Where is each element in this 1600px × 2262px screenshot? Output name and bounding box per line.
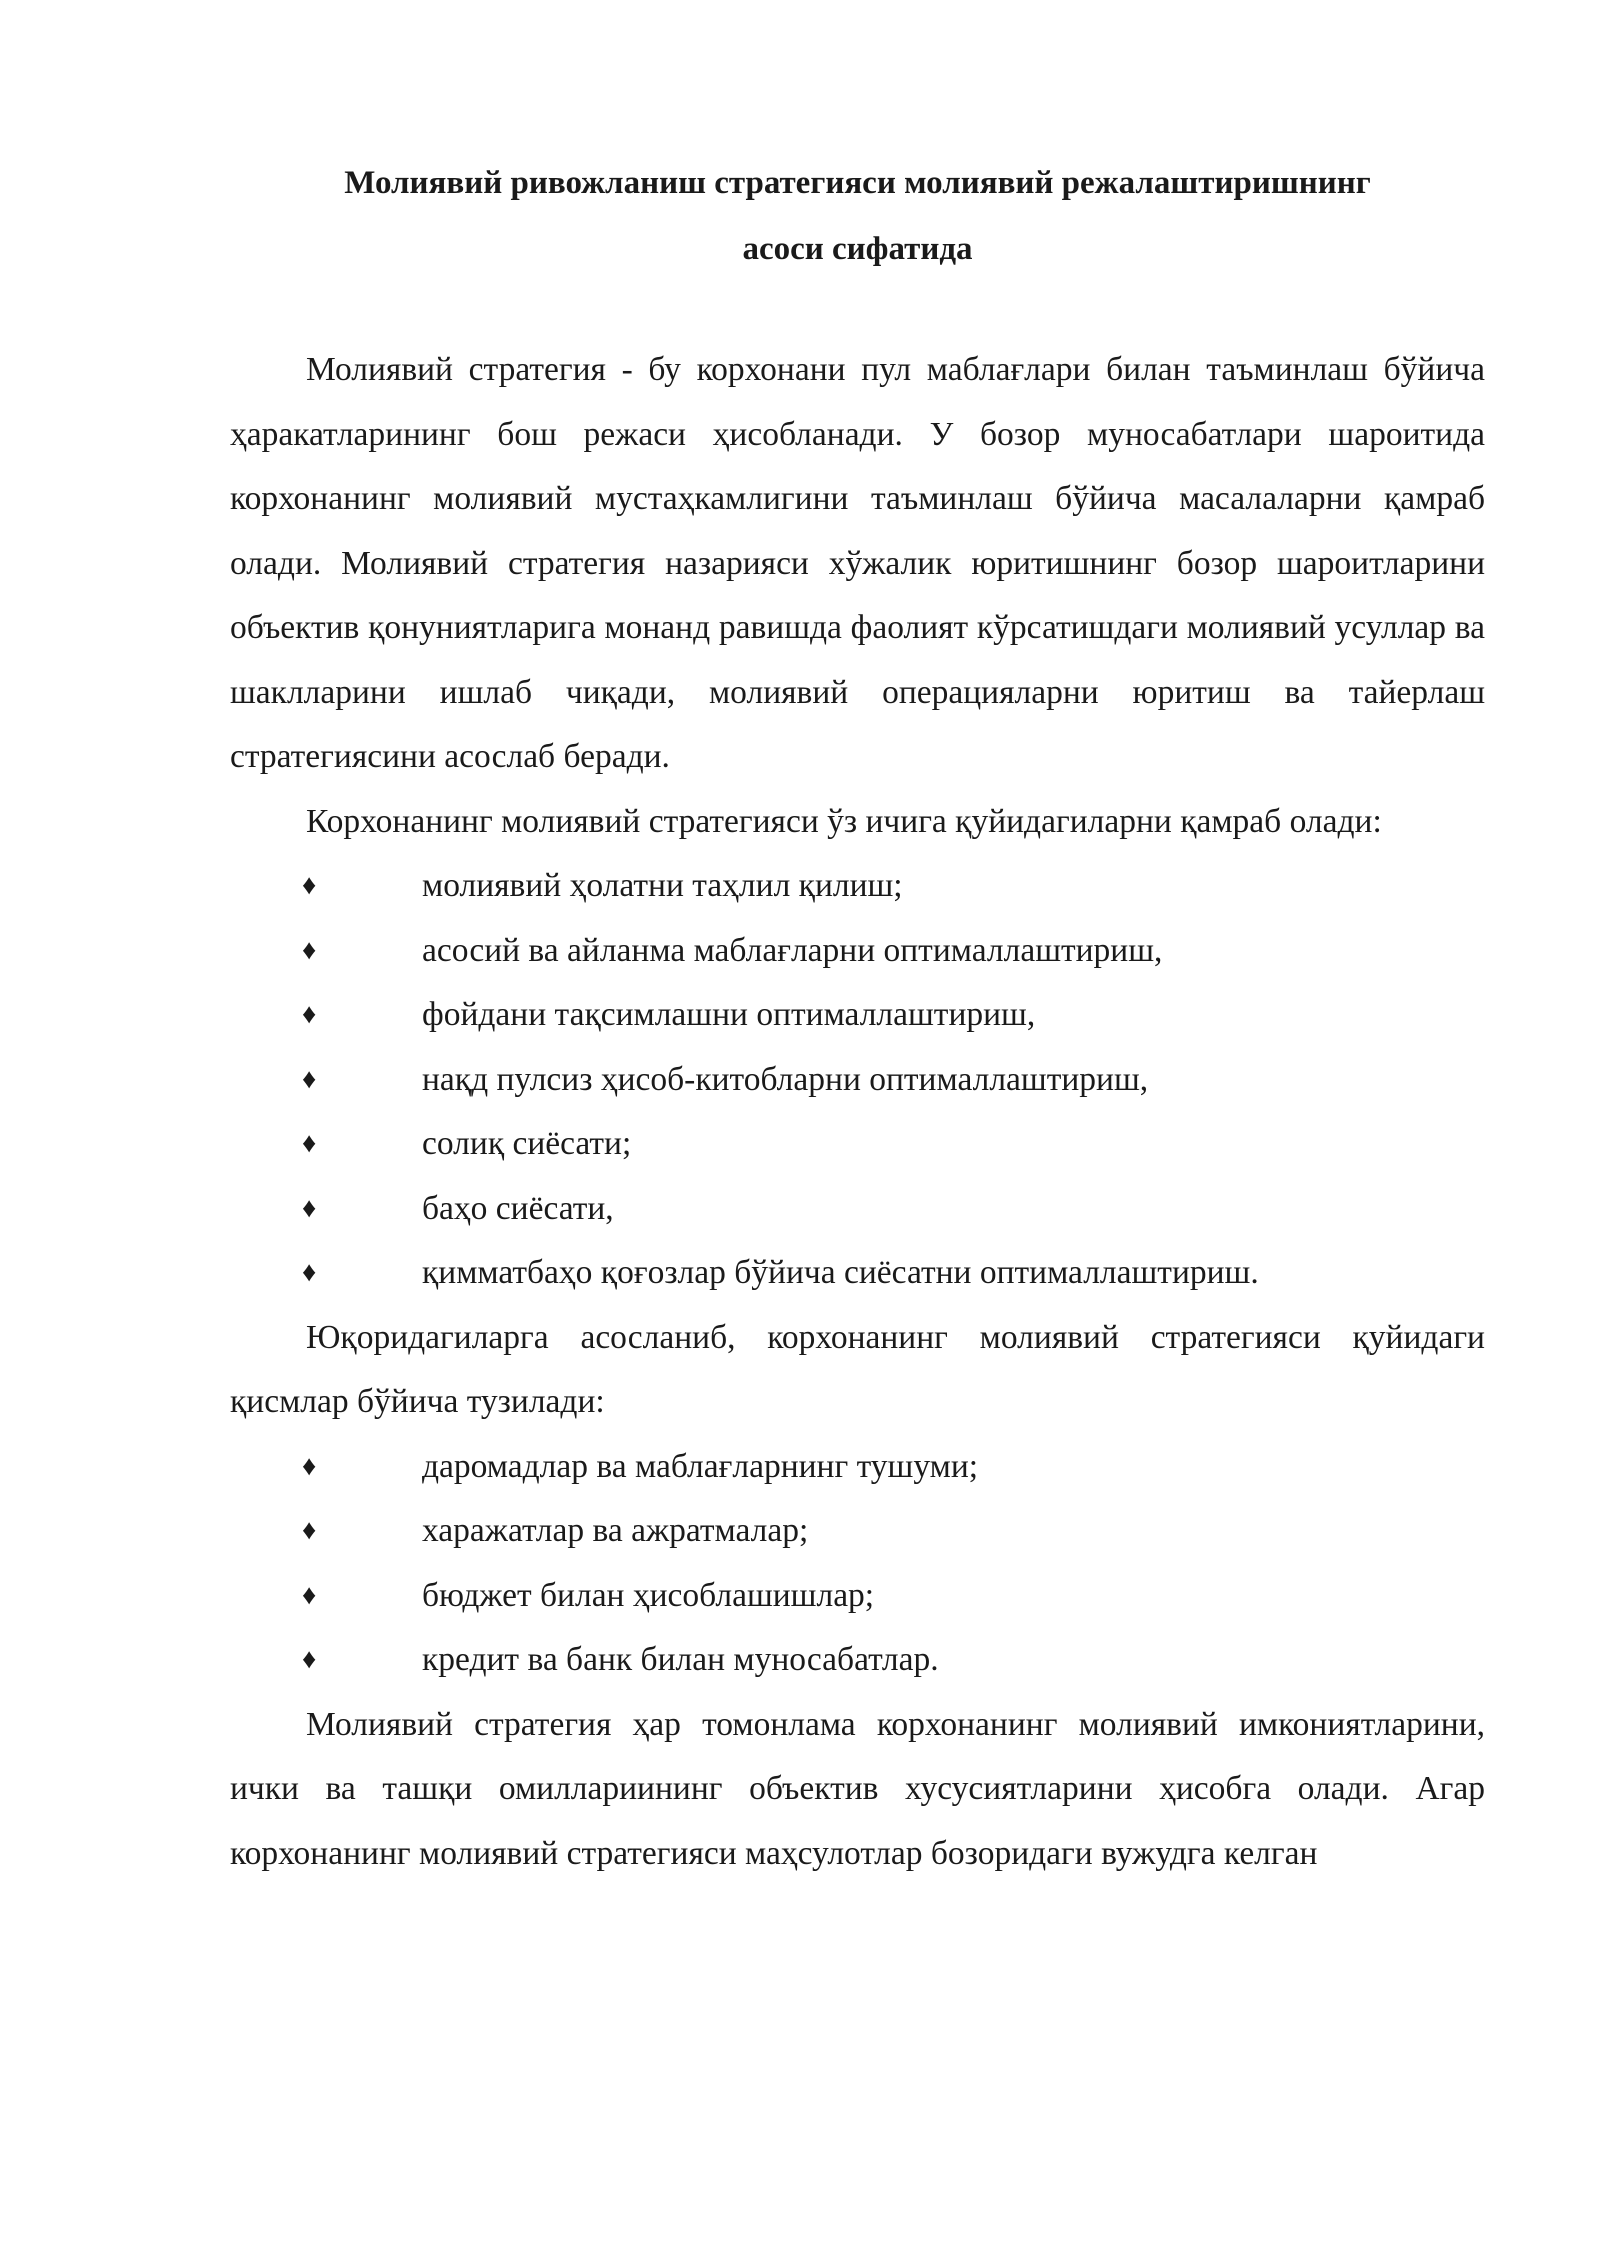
paragraph-structure-intro: Юқоридагиларга асосланиб, корхонанинг молиявий стратегияси қуйидаги қисмлар бўйича тузилади: bbox=[230, 1318, 1485, 1420]
diamond-bullet-icon: ♦ bbox=[302, 934, 317, 966]
diamond-bullet-icon: ♦ bbox=[302, 870, 317, 901]
diamond-bullet-icon: ♦ bbox=[302, 1644, 317, 1675]
list-item bbox=[230, 1499, 1485, 1564]
list-item-text: баҳо сиёсати, bbox=[422, 1189, 614, 1227]
list-item bbox=[230, 1177, 1485, 1242]
list-item bbox=[230, 1628, 1485, 1693]
list-item-text: харажатлар ва ажратмалар; bbox=[422, 1512, 809, 1549]
strategy-parts-list bbox=[230, 1435, 1485, 1693]
title-line-1: Молиявий ривожланиш стратегияси молиявий режалаштиришнинг bbox=[344, 165, 1371, 201]
diamond-bullet-icon: ♦ bbox=[302, 1579, 317, 1611]
list-item-text: нақд пулсиз ҳисоб-китобларни оптималлаштириш, bbox=[422, 1060, 1149, 1098]
diamond-bullet-icon: ♦ bbox=[302, 1257, 317, 1288]
diamond-bullet-icon: ♦ bbox=[302, 1128, 317, 1159]
list-item bbox=[230, 1241, 1485, 1306]
list-item-text: молиявий ҳолатни таҳлил қилиш; bbox=[422, 867, 903, 904]
diamond-bullet-icon: ♦ bbox=[302, 1192, 317, 1224]
list-item-text: даромадлар ва маблағларнинг тушуми; bbox=[422, 1447, 979, 1485]
document-body bbox=[230, 338, 1485, 1886]
paragraph-definition: Молиявий стратегия - бу корхонани пул маблағлари билан таъминлаш бўйича ҳаракатларининг бош режаси ҳисобланади. У бозор муносабатлари шароитида корхонанинг молиявий мустаҳкамлигини таъминлаш бўйича масалаларни қамраб олади. Молиявий стратегия назарияси хўжалик юритишнинг бозор шароитларини объектив қонуниятларига монанд равишда фаолият кўрсатишдаги молиявий усуллар ва шаклларини ишлаб чиқади, молиявий операцияларни юритиш ва тайерлаш стратегиясини асослаб беради. bbox=[230, 351, 1485, 775]
strategy-components-list bbox=[230, 854, 1485, 1306]
list-item bbox=[230, 1435, 1485, 1500]
paragraph-conclusion: Молиявий стратегия ҳар томонлама корхонанинг молиявий имкониятларини, ички ва ташқи омиллариининг объектив хусусиятларини ҳисобга олади. Агар корхонанинг молиявий стратегияси маҳсулотлар бозоридаги вужудга келган bbox=[230, 1705, 1485, 1872]
list-item-text: солиқ сиёсати; bbox=[422, 1125, 632, 1162]
paragraph-list-intro: Корхонанинг молиявий стратегияси ўз ичига қуйидагиларни қамраб олади: bbox=[306, 802, 1382, 840]
list-item-text: қимматбаҳо қоғозлар бўйича сиёсатни оптималлаштириш. bbox=[422, 1254, 1259, 1291]
list-item-text: фойдани тақсимлашни оптималлаштириш, bbox=[422, 996, 1036, 1033]
list-item-text: бюджет билан ҳисоблашишлар; bbox=[422, 1576, 875, 1614]
document-title bbox=[230, 150, 1485, 282]
diamond-bullet-icon: ♦ bbox=[302, 1450, 317, 1482]
list-item bbox=[230, 854, 1485, 919]
diamond-bullet-icon: ♦ bbox=[302, 999, 317, 1030]
list-item-text: асосий ва айланма маблағларни оптималлаштириш, bbox=[422, 931, 1163, 969]
list-item bbox=[230, 983, 1485, 1048]
list-item bbox=[230, 1564, 1485, 1629]
list-item bbox=[230, 919, 1485, 984]
list-item bbox=[230, 1048, 1485, 1113]
diamond-bullet-icon: ♦ bbox=[302, 1063, 317, 1095]
list-item bbox=[230, 1112, 1485, 1177]
diamond-bullet-icon: ♦ bbox=[302, 1515, 317, 1546]
list-item-text: кредит ва банк билан муносабатлар. bbox=[422, 1641, 939, 1678]
title-line-2: асоси сифатида bbox=[742, 231, 973, 267]
